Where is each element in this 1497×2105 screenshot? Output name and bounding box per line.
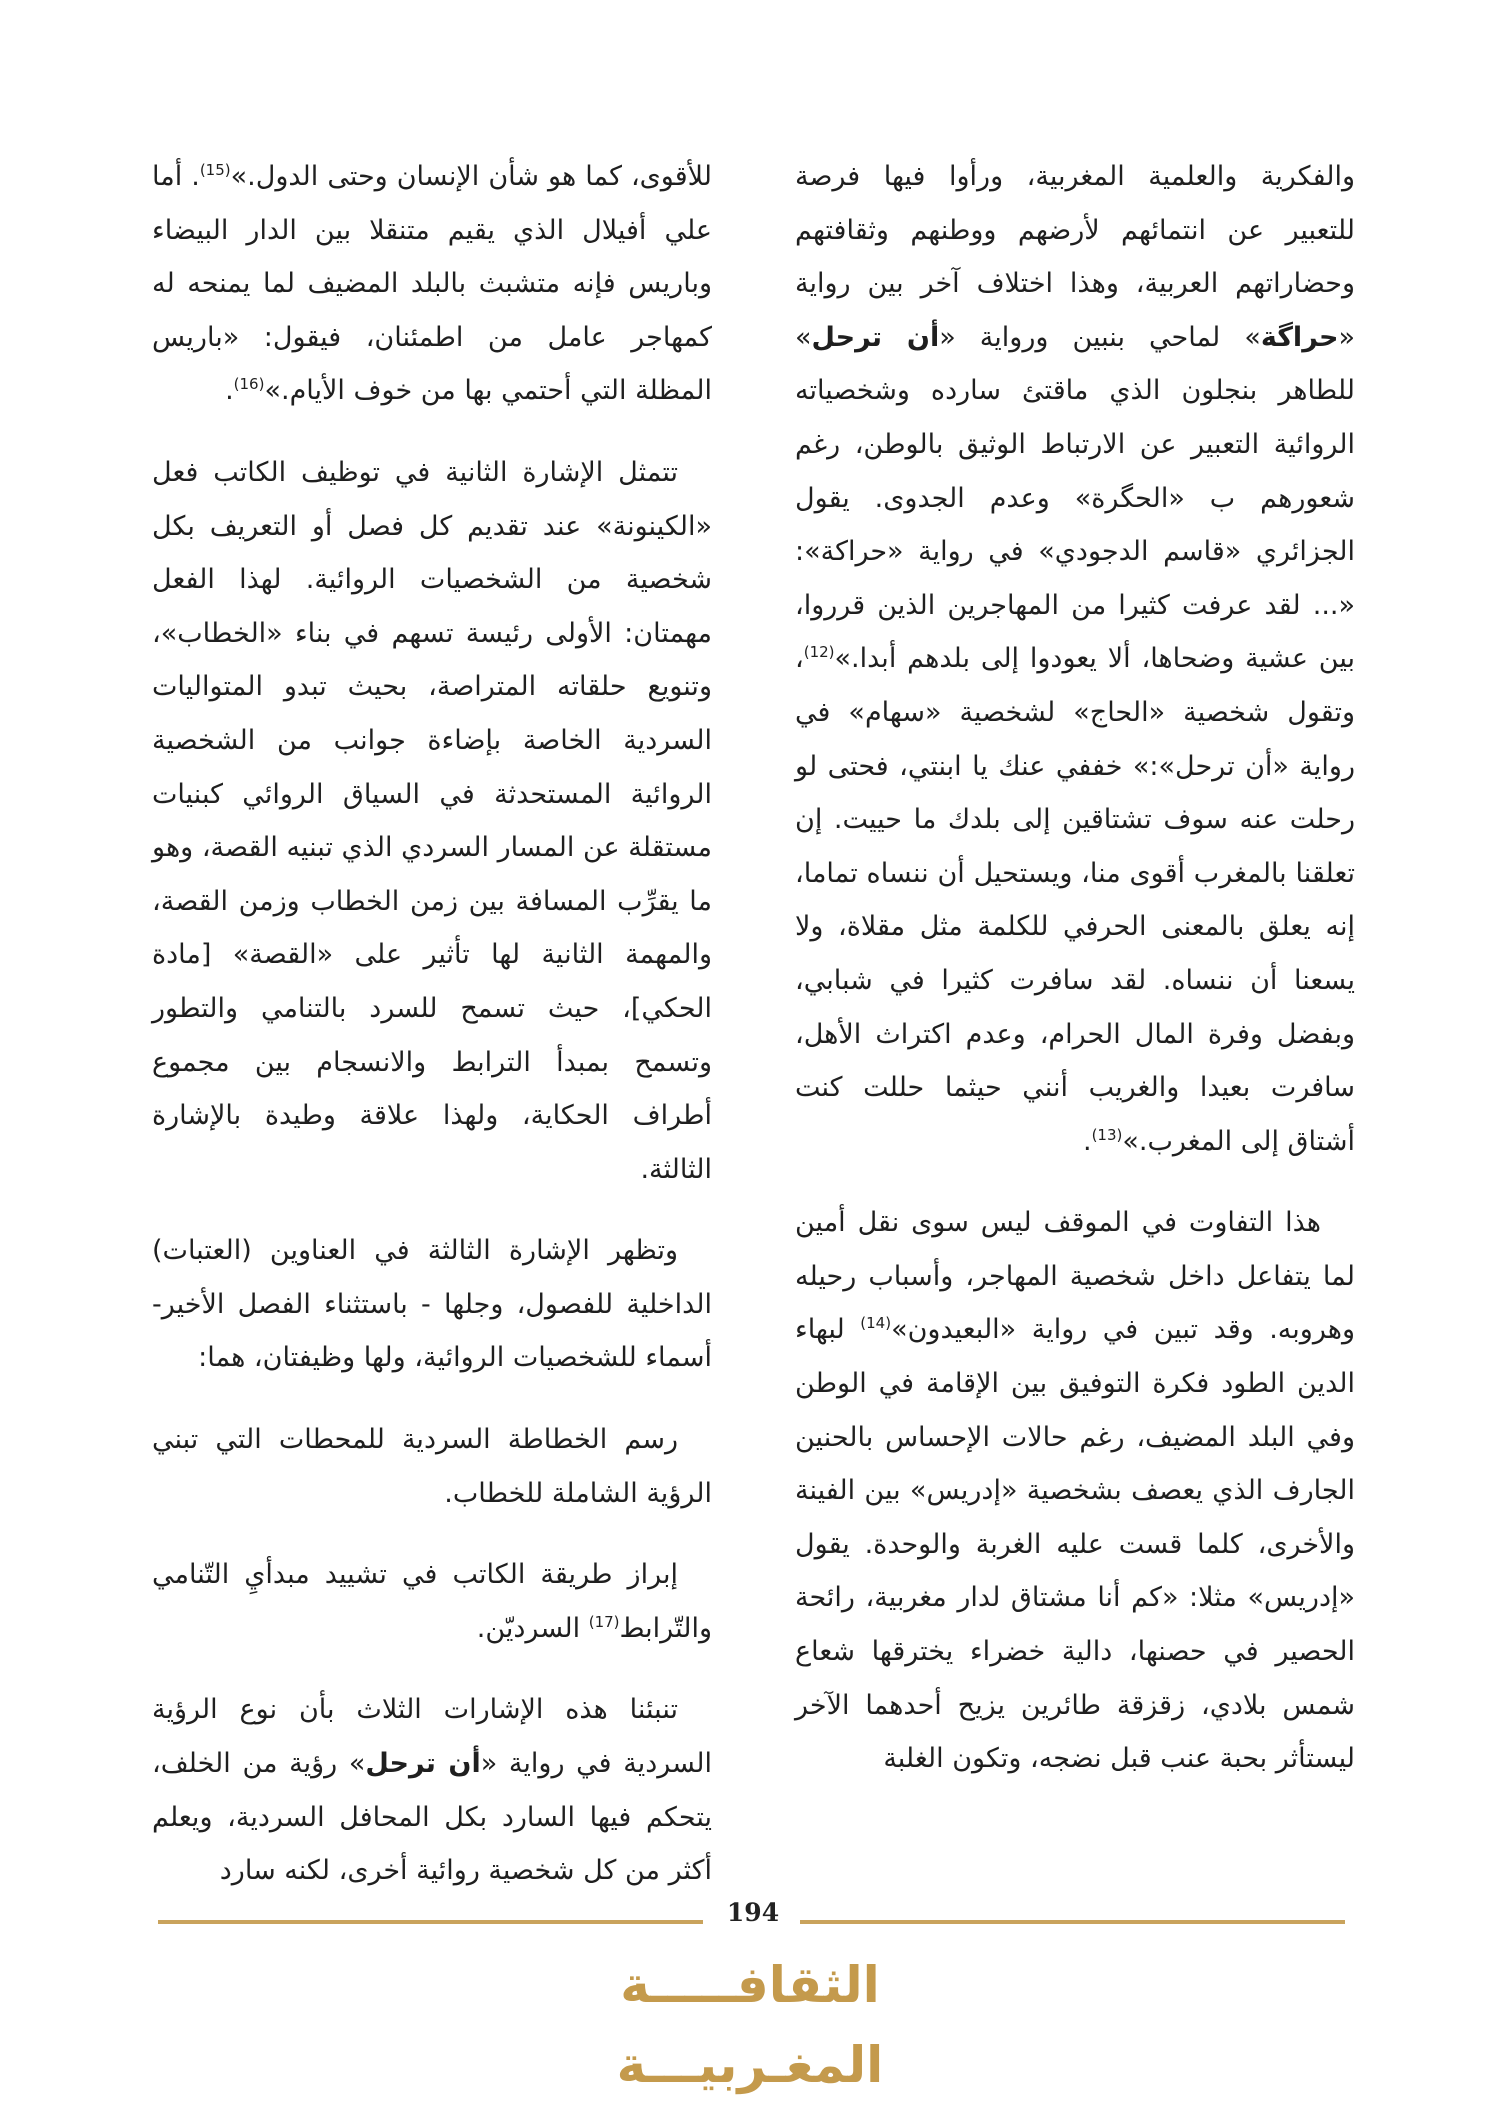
paragraph: إبراز طريقة الكاتب في تشييد مبدأيِ التّنامي والتّرابط$^{(17)}$ السرديّن. <box>152 1559 712 1644</box>
novel-title: حراگة <box>1260 321 1339 353</box>
text-column-right <box>795 150 1355 1814</box>
page-number: 194 <box>726 1898 780 1927</box>
footnote-ref[interactable]: (13) <box>1091 1125 1123 1144</box>
paragraph: والفكرية والعلمية المغربية، ورأوا فيها فرصة للتعبير عن انتمائهم لأرضهم ووطنهم وثقافتهم وحضاراتهم العربية، وهذا اختلاف آخر بين رواية «حراگة» لماحي بنبين ورواية «أن ترحل» للطاهر بنجلون الذي ماقتئ سارده وشخصياته الروائية التعبير عن الارتباط الوثيق بالوطن، رغم شعورهم ب «الحگرة» وعدم الجدوى. يقول الجزائري «قاسم الدجودي» في رواية «حراكة»: «... لقد عرفت كثيرا من المهاجرين الذين قرروا، بين عشية وضحاها، ألا يعودوا إلى بلدهم أبدا.»$^{(12)}$، وتقول شخصية «الحاج» لشخصية «سهام» في رواية «أن ترحل»:» خففي عنك يا ابنتي، فحتى لو رحلت عنه سوف تشتاقين إلى بلدك ما حييت. إن تعلقنا بالمغرب أقوى منا، ويستحيل أن ننساه تماما، إنه يعلق بالمعنى الحرفي للكلمة مثل مقلاة، ولا يسعنا أن ننساه. لقد سافرت كثيرا في شبابي، وبفضل وفرة المال الحرام، وعدم اكتراث الأهل، سافرت بعيدا والغريب أنني حيثما حللت كنت أشتاق إلى المغرب.»$^{(13)}$. <box>795 161 1355 1157</box>
footnote-ref[interactable]: (12) <box>803 643 835 662</box>
text-column-left <box>152 150 712 1926</box>
paragraph: هذا التفاوت في الموقف ليس سوى نقل أمين لما يتفاعل داخل شخصية المهاجر، وأسباب رحيله وهروبه. وقد تبين في رواية «البعيدون»$^{(14)}$ لبهاء الدين الطود فكرة التوفيق بين الإقامة في الوطن وفي البلد المضيف، رغم حالات الإحساس بالحنين الجارف الذي يعصف بشخصية «إدريس» بين الفينة والأخرى، كلما قست عليه الغربة والوحدة. يقول «إدريس» مثلا: «كم أنا مشتاق لدار مغربية، رائحة الحصير في حصنها، دالية خضراء يخترقها شعاع شمس بلادي، زقزقة طائرين يزيح أحدهما الآخر ليستأثر بحبة عنب قبل نضجه، وتكون الغلبة <box>795 1207 1355 1775</box>
footnote-ref[interactable]: (14) <box>860 1314 892 1333</box>
footer-rule-right <box>800 1920 1345 1924</box>
paragraph: تتمثل الإشارة الثانية في توظيف الكاتب فعل «الكينونة» عند تقديم كل فصل أو التعريف بكل شخصية من الشخصيات الروائية. لهذا الفعل مهمتان: الأولى رئيسة تسهم في بناء «الخطاب»، وتنويع حلقاته المتراصة، بحيث تبدو المتواليات السردية الخاصة بإضاءة جوانب من الشخصية الروائية المستحدثة في السياق الروائي كبنيات مستقلة عن المسار السردي الذي تبنيه القصة، وهو ما يقرِّب المسافة بين زمن الخطاب وزمن القصة، والمهمة الثانية لها تأثير على «القصة» [مادة الحكي]، حيث تسمح للسرد بالتنامي والتطور وتسمح بمبدأ الترابط والانسجام بين مجموع أطراف الحكاية، ولهذا علاقة وطيدة بالإشارة الثالثة. <box>152 456 712 1185</box>
footnote-ref[interactable]: (16) <box>233 375 265 394</box>
novel-title: أن ترحل <box>365 1748 481 1780</box>
paragraph: رسم الخطاطة السردية للمحطات التي تبني الرؤية الشاملة للخطاب. <box>152 1424 712 1509</box>
footnote-ref[interactable]: (17) <box>588 1612 620 1631</box>
paragraph: للأقوى، كما هو شأن الإنسان وحتى الدول.»$^{(15)}$. أما علي أفيلال الذي يقيم متنقلا بين الدار البيضاء وباريس فإنه متشبث بالبلد المضيف لما يمنحه له كمهاجر عامل من اطمئنان، فيقول: «باريس المظلة التي أحتمي بها من خوف الأيام.»$^{(16)}$. <box>152 161 713 407</box>
footer-rule-left <box>158 1920 703 1924</box>
paragraph: وتظهر الإشارة الثالثة في العناوين (العتبات) الداخلية للفصول، وجلها - باستثناء الفصل الأخير- أسماء للشخصيات الروائية، ولها وظيفتان، هما: <box>152 1235 712 1374</box>
paragraph: تنبئنا هذه الإشارات الثلاث بأن نوع الرؤية السردية في رواية «أن ترحل» رؤية من الخلف، يتحكم فيها السارد بكل المحافل السردية، ويعلم أكثر من كل شخصية روائية أخرى، لكنه سارد <box>152 1694 712 1887</box>
magazine-masthead: الثقافـــــة المغـربيـــة <box>616 1956 884 2094</box>
novel-title: أن ترحل <box>811 321 940 353</box>
footnote-ref[interactable]: (15) <box>199 161 231 179</box>
